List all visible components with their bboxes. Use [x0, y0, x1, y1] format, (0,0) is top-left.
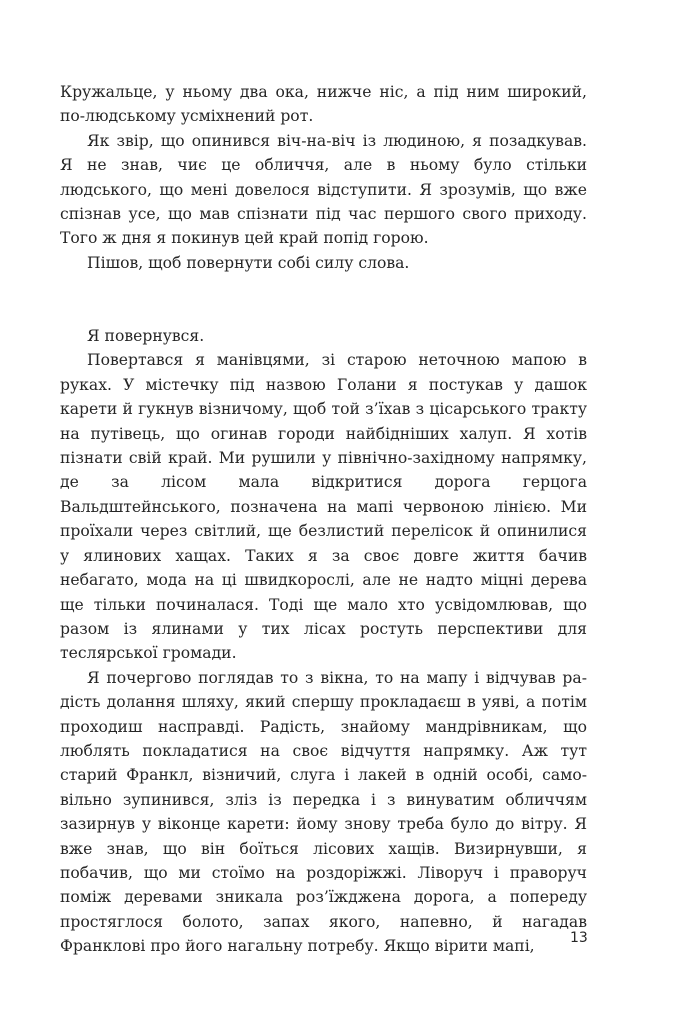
- page-number: 13: [570, 930, 588, 946]
- paragraph-continued: Кружальце, у ньому два ока, нижче ніс, а під ним широкий, по-людському усміхнений рот.: [60, 83, 587, 126]
- paragraph: Повертався я манівцями, зі старою неточною мапою в руках. У містечку під назвою Голани я постукав у дашок карети й гукнув візничому, щоб той з’їхав з цісарського тракту на путівець, що огинав городи найбідніших халуп. Я хотів пізнати свій край. Ми рушили у північно-західному напрямку, де за лісом мала відкритися дорога герцога Вальдштейнського, позначена на мапі червоною лінією. Ми проїхали через світлий, ще безлистий перелісок й опинилися у ялинових хащах. Таких я за своє довге життя бачив небагато, мода на ці швидкорослі, але не надто міцні дерева ще тільки починалася. Тоді ще мало хто усвідомлював, що разом із ялинами у тих лісах ростуть перспективи для теслярської громади.: [60, 351, 587, 663]
- paragraph: Я почергово поглядав то з вікна, то на мапу і відчував радість долання шляху, який спершу прокладаєш в уяві, а потім проходиш насправді. Радість, знайому мандрівникам, що люблять покладатися на своє відчуття напрямку. Аж тут старий Франкл, візничий, слуга і лакей в одній особі, самовільно зупинився, зліз із передка і з винуватим обличчям зазирнув у віконце карети: йому знову треба було до вітру. Я вже знав, що він боїться лісових хащів. Визирнувши, я побачив, що ми стоїмо на роздоріжжі. Ліворуч і праворуч поміж деревами зникала роз’їжджена дорога, а попереду простяглося болото, запах якого, напевно, й нагадав Франклові про його нагальну потребу. Якщо вірити мапі,: [60, 668, 587, 956]
- paragraph: Як звір, що опинився віч-на-віч із людиною, я позадкував. Я не знав, чиє це обличчя, але в ньому було стільки людського, що мені довелося відступити. Я зрозумів, що вже спізнав усе, що мав спізнати під час першого свого приходу. Того ж дня я покинув цей край попід горою.: [60, 131, 587, 248]
- page-text: [60, 80, 587, 959]
- section-break: [60, 275, 587, 324]
- paragraph: Пішов, щоб повернути собі силу слова.: [87, 253, 410, 272]
- paragraph: Я повернувся.: [87, 327, 205, 346]
